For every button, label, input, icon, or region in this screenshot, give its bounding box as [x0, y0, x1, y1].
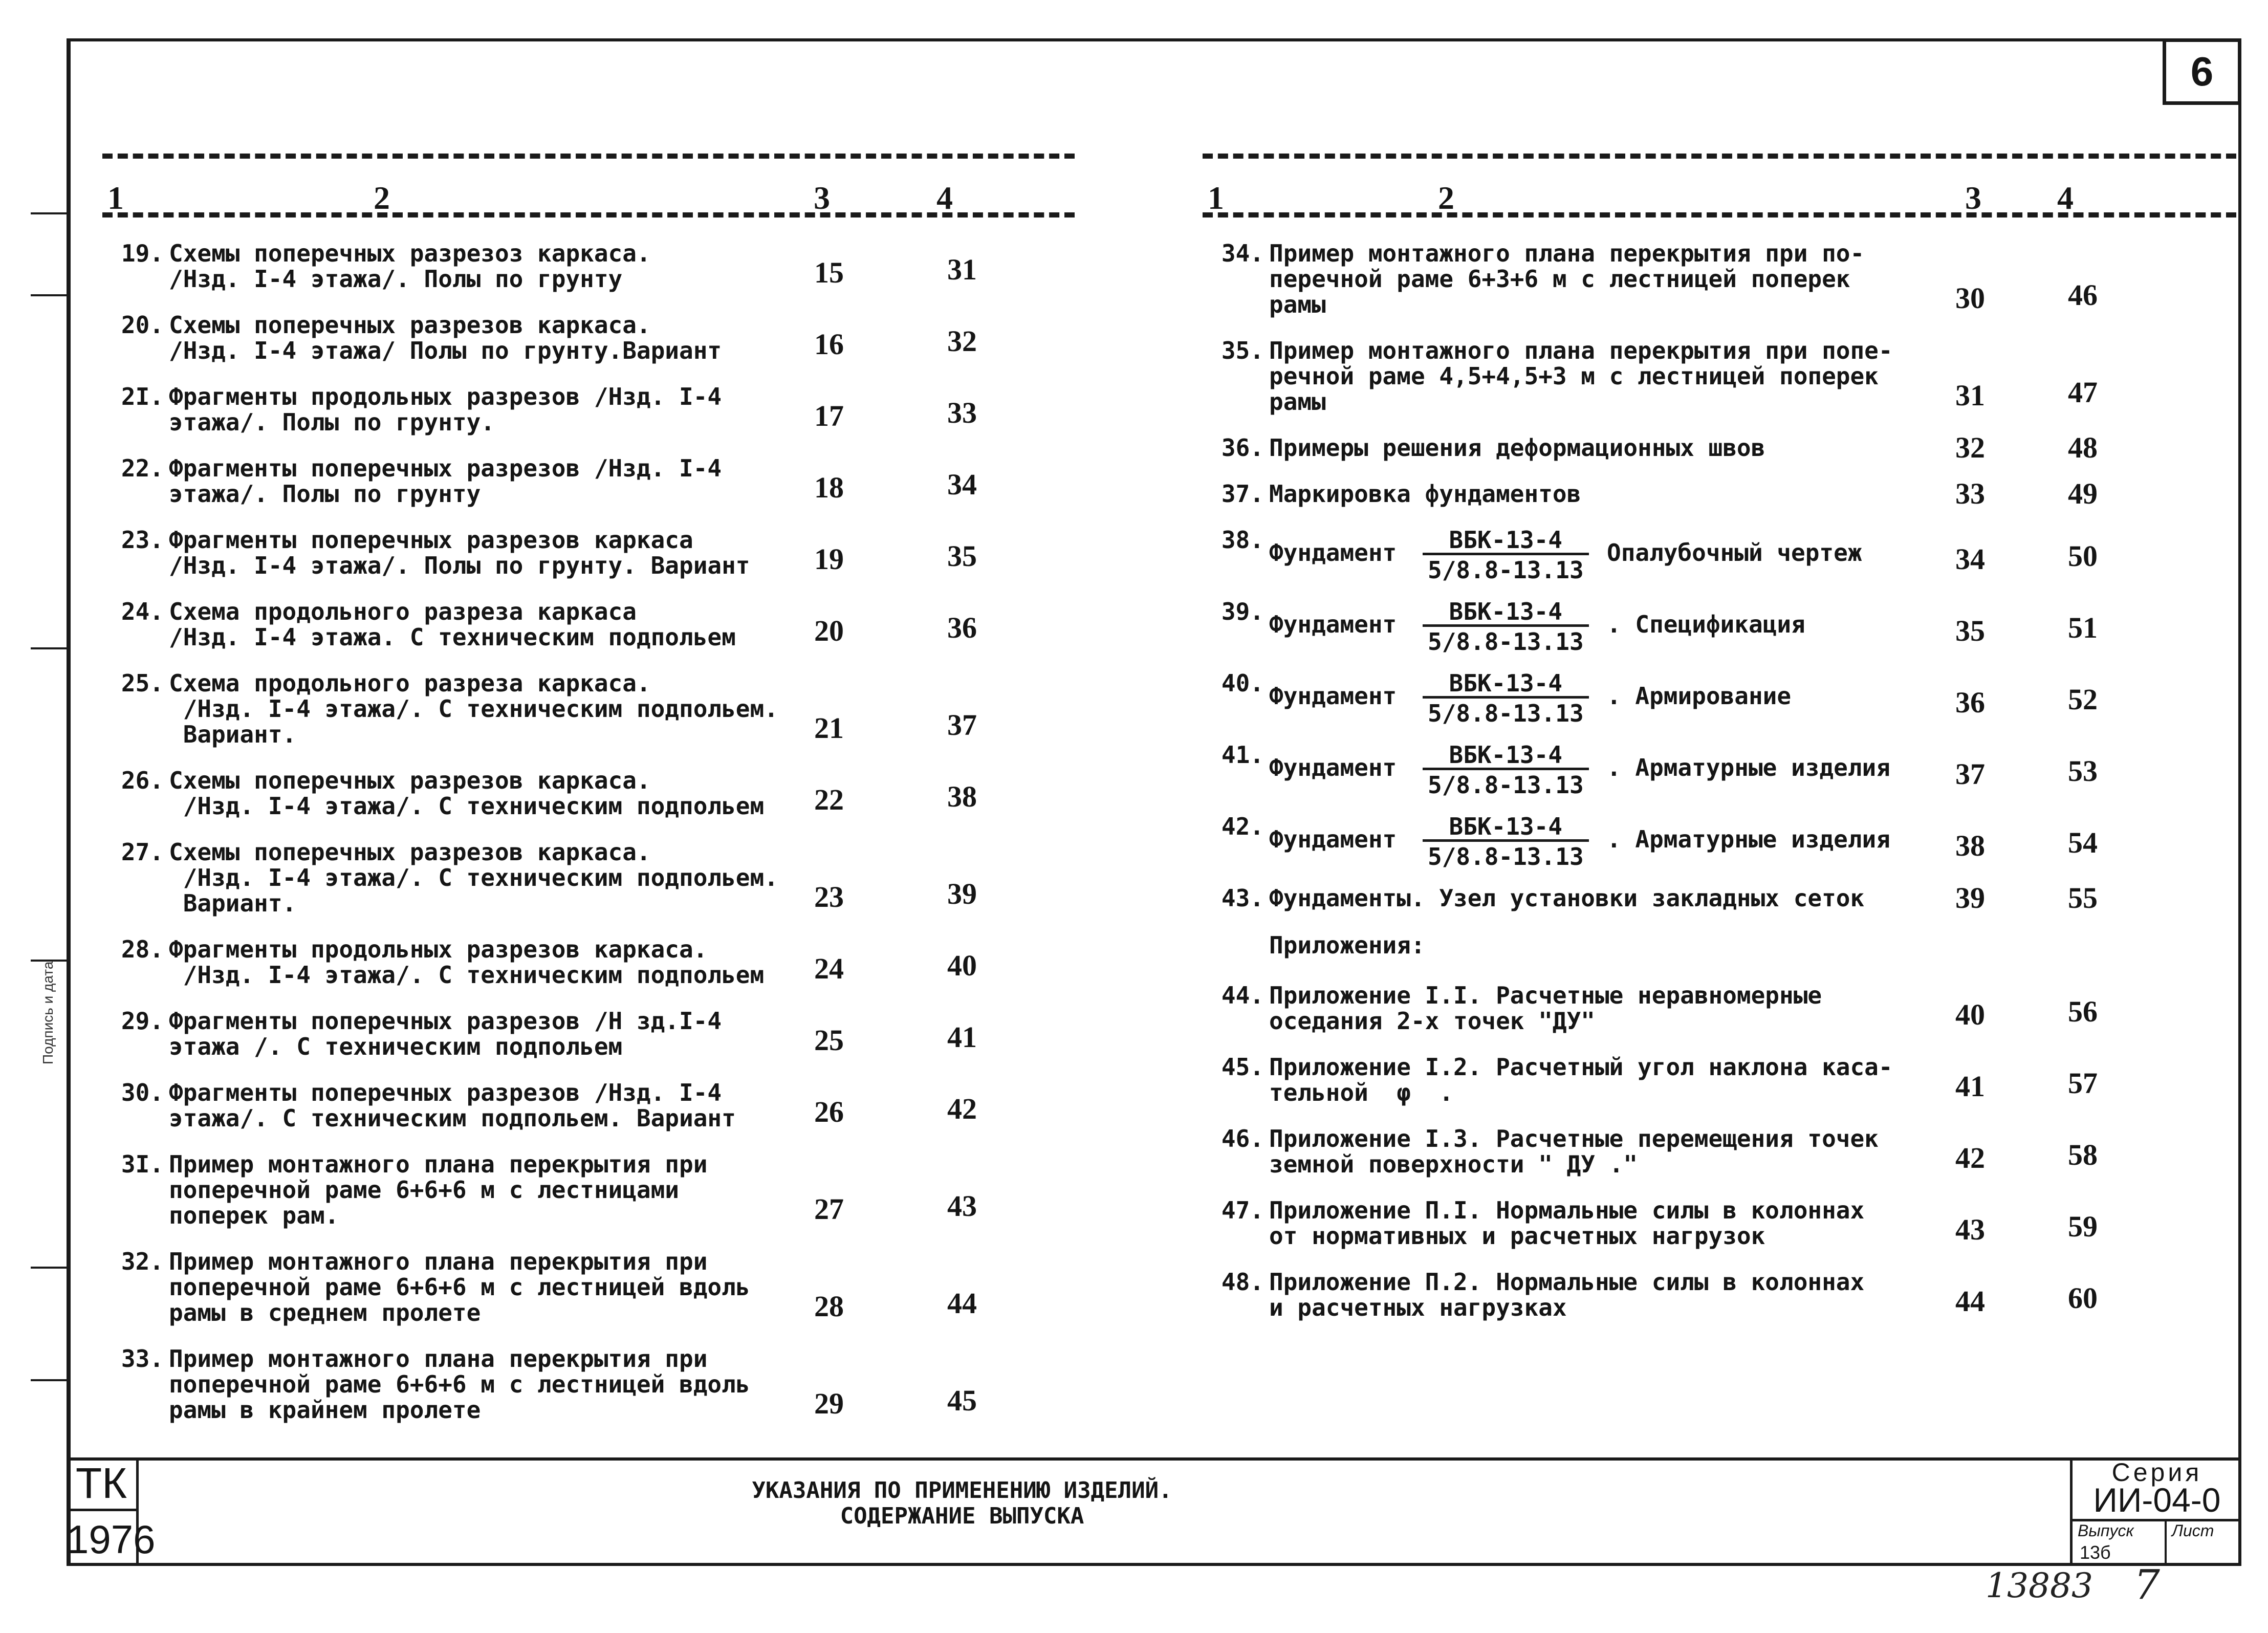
entry-title-line: Пример монтажного плана перекрытия при — [169, 1248, 708, 1275]
entry-number: 48. — [1221, 1268, 1264, 1296]
entry-title — [1269, 1197, 1864, 1249]
entry-page-number: 40 — [947, 949, 977, 982]
entry-title-line: Схемы поперечных разрезов каркаса. — [169, 838, 651, 866]
col-header-1: 1 — [1208, 180, 1224, 216]
entry-title-line: Приложение П.2. Нормальные силы в колоннах — [1269, 1268, 1865, 1296]
entry-sheet-number: 31 — [1955, 379, 1985, 412]
col-header-4: 4 — [2057, 180, 2074, 216]
entry-page-number: 39 — [947, 877, 977, 910]
entry-number: 37. — [1221, 480, 1264, 508]
foundation-mark-fraction — [1423, 527, 1589, 583]
entry-title — [1269, 1269, 1864, 1320]
entry-title-line: /Нзд. I-4 этажа/. Полы по грунту. Вариант — [169, 552, 750, 579]
column-headers-right — [1203, 179, 2236, 215]
entry-title-line: /Нзд. I-4 этажа/. С техническим подпольем — [169, 792, 765, 820]
entry-number: 2I. — [121, 383, 164, 410]
entry-title-line: рамы в среднем пролете — [169, 1299, 481, 1326]
margin-signature-label: Подпись и дата — [40, 961, 56, 1064]
entry-number: 33. — [121, 1345, 164, 1373]
inventory-stamp-number: 13883 — [1986, 1566, 2093, 1605]
entry-title-line: Фрагменты продольных разрезов каркаса. — [169, 935, 708, 963]
appendix-subheading-text: Приложения: — [1269, 931, 1425, 959]
sheet-label: Лист — [2172, 1521, 2214, 1540]
entry-sheet-number: 43 — [1955, 1213, 1985, 1246]
entry-title — [169, 527, 750, 578]
entry-title-line: Фрагменты поперечных разрезов каркаса — [169, 526, 693, 554]
entry-page-number: 31 — [947, 253, 977, 286]
entry-tail-text: . Армирование — [1607, 682, 1792, 710]
entry-title — [1269, 241, 1864, 317]
entry-title — [169, 1151, 707, 1228]
entry-title — [169, 241, 651, 292]
entry-page-number: 34 — [947, 468, 977, 501]
entry-title — [169, 455, 722, 507]
entry-label: Фундамент — [1269, 611, 1397, 638]
entry-title — [169, 839, 778, 916]
entry-title-line: этажа/. Полы по грунту — [169, 480, 481, 508]
entry-title-line: от нормативных и расчетных нагрузок — [1269, 1222, 1765, 1250]
entry-page-number: 54 — [2068, 826, 2098, 859]
entry-title-line: поперечной раме 6+6+6 м с лестницами — [169, 1176, 679, 1204]
entry-title-line: /Нзд. I-4 этажа. С техническим подпольем — [169, 623, 736, 651]
entry-title-line: /Нзд. I-4 этажа/. С техническим подпольем. — [169, 864, 778, 891]
entry-title-line: и расчетных нагрузках — [1269, 1294, 1567, 1321]
entry-sheet-number: 25 — [814, 1024, 844, 1057]
entry-title-line: Схема продольного разреза каркаса. — [169, 669, 651, 697]
entry-number: 45. — [1221, 1053, 1264, 1081]
entry-title-line: Схемы поперечных разрезов каркаса. — [169, 767, 651, 794]
entry-title-line: рамы — [1269, 388, 1326, 416]
entry-number: 27. — [121, 838, 164, 866]
organization-code: ТК — [67, 1457, 136, 1511]
entry-sheet-number: 38 — [1955, 829, 1985, 862]
entry-page-number: 58 — [2068, 1138, 2098, 1171]
entry-number: 23. — [121, 526, 164, 554]
entry-number: 46. — [1221, 1125, 1264, 1152]
fraction-numerator: ВБК-13-4 — [1423, 742, 1589, 770]
title-line-2: СОДЕРЖАНИЕ ВЫПУСКА — [840, 1503, 1084, 1529]
issue-year: 1976 — [67, 1517, 156, 1562]
entry-title — [169, 768, 764, 819]
foundation-mark-fraction — [1423, 814, 1589, 869]
entry-title-line: этажа/. С техническим подпольем. Вариант — [169, 1104, 736, 1132]
entry-title-line: Схема продольного разреза каркаса — [169, 598, 637, 625]
entry-sheet-number: 39 — [1955, 881, 1985, 915]
entry-sheet-number: 27 — [814, 1192, 844, 1226]
entry-number: 20. — [121, 311, 164, 339]
entry-title-line: рамы в крайнем пролете — [169, 1396, 481, 1424]
title-block-bottom-line — [67, 1563, 2241, 1566]
entry-sheet-number: 37 — [1955, 757, 1985, 791]
entry-number: 47. — [1221, 1196, 1264, 1224]
entry-sheet-number: 20 — [814, 614, 844, 647]
entry-number: 34. — [1221, 239, 1264, 267]
entry-page-number: 52 — [2068, 683, 2098, 716]
entry-number: 24. — [121, 598, 164, 625]
entry-title-line: поперечной раме 6+6+6 м с лестницей вдоль — [169, 1273, 750, 1301]
column-headers-left — [102, 179, 1075, 215]
entry-title-line: Схемы поперечных разрезоз каркаса. — [169, 239, 651, 267]
entry-tail-text: . Арматурные изделия — [1607, 825, 1890, 853]
entry-title-line: оседания 2-х точек "ДУ" — [1269, 1007, 1595, 1035]
fraction-denominator: 5/8.8-13.13 — [1428, 556, 1584, 584]
entry-sheet-number: 28 — [814, 1290, 844, 1323]
entry-sheet-number: 36 — [1955, 686, 1985, 719]
col-header-3: 3 — [1965, 180, 1981, 216]
entry-sheet-number: 32 — [1955, 431, 1985, 464]
entry-title-line: Пример монтажного плана перекрытия при — [169, 1150, 708, 1178]
entry-title — [169, 599, 736, 650]
entry-number: 39. — [1221, 598, 1264, 625]
col-header-2: 2 — [374, 180, 390, 216]
entry-label: Фундамент — [1269, 754, 1397, 781]
entry-page-number: 47 — [2068, 376, 2098, 409]
entry-title-line: Схемы поперечных разрезов каркаса. — [169, 311, 651, 339]
entry-title — [169, 1346, 750, 1423]
entry-page-number: 33 — [947, 396, 977, 429]
sheet-cell — [2167, 1521, 2241, 1566]
entry-sheet-number: 34 — [1955, 542, 1985, 576]
entry-page-number: 36 — [947, 611, 977, 644]
fraction-numerator: ВБК-13-4 — [1423, 670, 1589, 699]
entry-number: 29. — [121, 1007, 164, 1035]
entry-sheet-number: 41 — [1955, 1070, 1985, 1103]
title-block — [67, 1457, 2241, 1566]
entry-number: 38. — [1221, 526, 1264, 554]
entry-sheet-number: 22 — [814, 783, 844, 816]
series-cell — [2070, 1457, 2241, 1566]
foundation-mark-fraction — [1423, 599, 1589, 655]
entry-sheet-number: 17 — [814, 399, 844, 432]
entry-sheet-number: 26 — [814, 1095, 844, 1128]
entry-page-number: 38 — [947, 780, 977, 813]
entry-number: 35. — [1221, 337, 1264, 364]
entry-number: 19. — [121, 239, 164, 267]
entry-number: 44. — [1221, 982, 1264, 1009]
entry-page-number: 41 — [947, 1020, 977, 1054]
entry-title — [169, 1008, 722, 1059]
entry-sheet-number: 35 — [1955, 614, 1985, 647]
fraction-numerator: ВБК-13-4 — [1423, 599, 1589, 627]
sheet-number: 6 — [2190, 49, 2214, 94]
entry-title-line: поперек рам. — [169, 1202, 339, 1229]
entry-title-line: Пример монтажного плана перекрытия при — [169, 1345, 708, 1373]
entry-page-number: 42 — [947, 1092, 977, 1125]
entry-number: 36. — [1221, 434, 1264, 462]
entry-title-line: Приложение I.3. Расчетные перемещения точек — [1269, 1125, 1879, 1152]
entry-sheet-number: 19 — [814, 542, 844, 576]
entry-sheet-number: 40 — [1955, 998, 1985, 1031]
entry-title-line: рамы — [1269, 291, 1326, 318]
entry-title-line: Приложение I.I. Расчетные неравномерные — [1269, 982, 1822, 1009]
sheet-number-box — [2163, 38, 2241, 105]
entry-tail-text: . Арматурные изделия — [1607, 754, 1890, 781]
entry-title-line: Приложение I.2. Расчетный угол наклона каса- — [1269, 1053, 1893, 1081]
entry-title-line: Маркировка фундаментов — [1269, 480, 1581, 508]
entry-page-number: 56 — [2068, 995, 2098, 1028]
entry-title-line: Вариант. — [169, 889, 297, 917]
left-margin-marks — [31, 38, 67, 1566]
entry-title-line: Приложение П.I. Нормальные силы в колоннах — [1269, 1196, 1865, 1224]
entry-label: Фундамент — [1269, 539, 1397, 567]
entry-page-number: 51 — [2068, 611, 2098, 644]
entry-title — [1269, 1054, 1893, 1105]
entry-title-line: /Нзд. I-4 этажа/ Полы по грунту.Вариант — [169, 337, 722, 364]
entry-label: Фундамент — [1269, 682, 1397, 710]
entry-page-number: 57 — [2068, 1066, 2098, 1100]
entry-title — [1269, 338, 1893, 415]
entry-title — [1269, 885, 1864, 911]
issue-label: Выпуск — [2078, 1521, 2134, 1540]
entry-sheet-number: 30 — [1955, 281, 1985, 315]
entry-page-number: 45 — [947, 1384, 977, 1417]
entry-title — [1269, 983, 1822, 1034]
entry-page-number: 50 — [2068, 539, 2098, 573]
entry-number: 41. — [1221, 741, 1264, 769]
column-header-dash-bottom — [1203, 212, 2236, 217]
entry-title — [169, 312, 722, 363]
fraction-denominator: 5/8.8-13.13 — [1428, 628, 1584, 656]
entry-page-number: 37 — [947, 708, 977, 742]
entry-number: 25. — [121, 669, 164, 697]
entry-sheet-number: 42 — [1955, 1141, 1985, 1174]
entry-sheet-number: 29 — [814, 1387, 844, 1420]
entry-title-line: Фрагменты поперечных разрезов /Нзд. I-4 — [169, 1079, 722, 1106]
foundation-mark-fraction — [1423, 670, 1589, 726]
entry-page-number: 35 — [947, 539, 977, 573]
entry-page-number: 44 — [947, 1287, 977, 1320]
entry-label: Фундамент — [1269, 825, 1397, 853]
entry-title — [1269, 435, 1765, 461]
col-header-3: 3 — [814, 180, 830, 216]
fraction-denominator: 5/8.8-13.13 — [1428, 771, 1584, 799]
foundation-mark-fraction — [1423, 742, 1589, 798]
entry-title-line: тельной φ . — [1269, 1079, 1454, 1106]
entry-title-line: речной раме 4,5+4,5+3 м с лестницей поперек — [1269, 362, 1879, 390]
entry-title-line: Фундаменты. Узел установки закладных сеток — [1269, 884, 1865, 912]
entry-page-number: 49 — [2068, 477, 2098, 510]
entry-title-line: /Нзд. I-4 этажа/. С техническим подпольем — [169, 961, 765, 989]
column-header-dash-bottom — [102, 212, 1075, 217]
fraction-denominator: 5/8.8-13.13 — [1428, 843, 1584, 870]
entry-title-line: Фрагменты поперечных разрезов /Нзд. I-4 — [169, 454, 722, 482]
entry-sheet-number: 23 — [814, 880, 844, 913]
entry-page-number: 55 — [2068, 881, 2098, 915]
entry-page-number: 46 — [2068, 278, 2098, 312]
entry-title-line: Примеры решения деформационных швов — [1269, 434, 1765, 462]
entry-title-line: /Нзд. I-4 этажа/. Полы по грунту — [169, 265, 623, 293]
entry-title-line: земной поверхности " ДУ ." — [1269, 1150, 1638, 1178]
entry-tail-text: . Спецификация — [1607, 611, 1805, 638]
entry-sheet-number: 18 — [814, 471, 844, 504]
entry-number: 26. — [121, 767, 164, 794]
col-header-2: 2 — [1438, 180, 1454, 216]
col-header-4: 4 — [936, 180, 953, 216]
entry-title — [169, 1080, 736, 1131]
entry-title-line: Фрагменты поперечных разрезов /Н зд.I-4 — [169, 1007, 722, 1035]
entry-sheet-number: 16 — [814, 328, 844, 361]
entry-sheet-number: 24 — [814, 952, 844, 985]
entry-sheet-number: 15 — [814, 256, 844, 289]
entry-title — [169, 1249, 750, 1325]
entry-title-line: этажа /. С техническим подпольем — [169, 1033, 623, 1060]
entry-title-line: Пример монтажного плана перекрытия при попе- — [1269, 337, 1893, 364]
entry-title-line: Вариант. — [169, 721, 297, 748]
entry-title — [169, 384, 722, 435]
entry-page-number: 48 — [2068, 431, 2098, 464]
organization-cell — [67, 1457, 156, 1566]
entry-title — [169, 937, 764, 988]
document-title — [374, 1478, 1551, 1529]
entry-title-line: /Нзд. I-4 этажа/. С техническим подпольем. — [169, 695, 778, 723]
entry-number: 3I. — [121, 1150, 164, 1178]
entry-number: 32. — [121, 1248, 164, 1275]
series-label: Серия — [2111, 1458, 2202, 1487]
column-header-dash-top — [102, 154, 1075, 159]
entry-number: 30. — [121, 1079, 164, 1106]
entry-page-number: 59 — [2068, 1210, 2098, 1243]
entry-title — [1269, 481, 1581, 507]
entry-sheet-number: 44 — [1955, 1284, 1985, 1318]
entry-sheet-number: 21 — [814, 711, 844, 745]
entry-sheet-number: 33 — [1955, 477, 1985, 510]
entry-page-number: 32 — [947, 324, 977, 358]
title-line-1: УКАЗАНИЯ ПО ПРИМЕНЕНИЮ ИЗДЕЛИЙ. — [752, 1477, 1172, 1504]
entry-page-number: 43 — [947, 1189, 977, 1223]
entry-number: 40. — [1221, 669, 1264, 697]
fraction-numerator: ВБК-13-4 — [1423, 814, 1589, 842]
entry-title-line: Фрагменты продольных разрезов /Нзд. I-4 — [169, 383, 722, 410]
entry-number: 28. — [121, 935, 164, 963]
column-header-dash-top — [1203, 154, 2236, 159]
entry-number: 42. — [1221, 813, 1264, 840]
entry-number: 43. — [1221, 884, 1264, 912]
entry-title-line: Пример монтажного плана перекрытия при по- — [1269, 239, 1865, 267]
entry-title-line: перечной раме 6+3+6 м с лестницей поперек — [1269, 265, 1850, 293]
stamp-page-number: 7 — [2134, 1561, 2160, 1608]
entry-page-number: 53 — [2068, 754, 2098, 788]
fraction-numerator: ВБК-13-4 — [1423, 527, 1589, 555]
entry-title-line: поперечной раме 6+6+6 м с лестницей вдоль — [169, 1370, 750, 1398]
entry-number: 22. — [121, 454, 164, 482]
fraction-denominator: 5/8.8-13.13 — [1428, 700, 1584, 727]
entry-title — [1269, 1126, 1879, 1177]
series-code: ИИ-04-0 — [2073, 1480, 2241, 1521]
issue-value: 13б — [2080, 1542, 2111, 1563]
entry-page-number: 60 — [2068, 1281, 2098, 1315]
col-header-1: 1 — [107, 180, 124, 216]
entry-tail-text: Опалубочный чертеж — [1607, 539, 1862, 567]
issue-cell — [2073, 1521, 2167, 1566]
entry-title-line: этажа/. Полы по грунту. — [169, 408, 495, 436]
entry-title — [169, 670, 778, 747]
